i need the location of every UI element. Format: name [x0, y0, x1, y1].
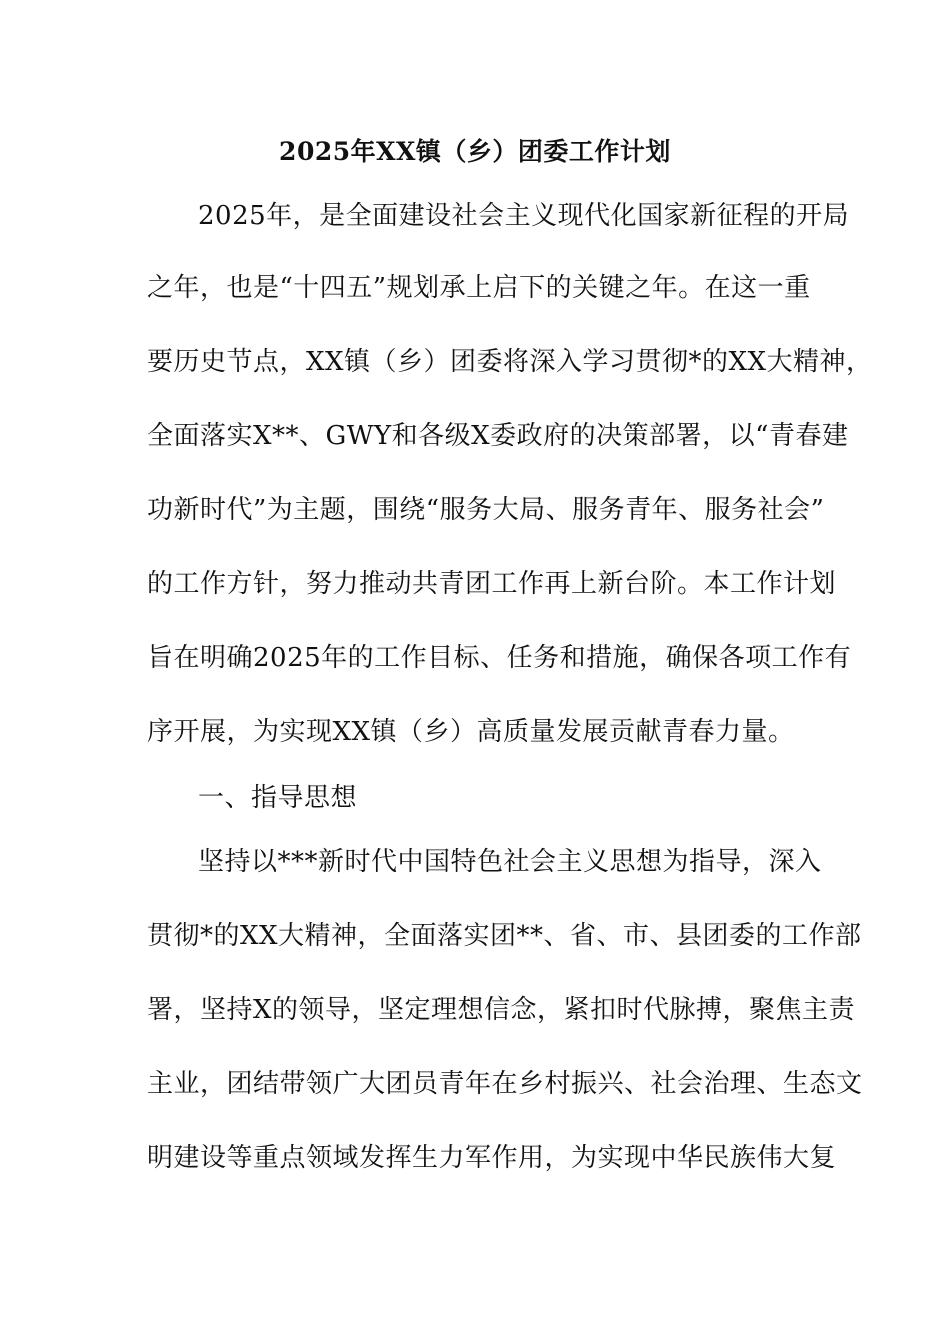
section1-line-1: 坚持以***新时代中国特色社会主义思想为指导，深入	[198, 847, 822, 877]
intro-line-1: 2025年，是全面建设社会主义现代化国家新征程的开局	[198, 201, 850, 231]
intro-line-5: 功新时代”为主题，围绕“服务大局、服务青年、服务社会”	[147, 495, 825, 525]
intro-line-8: 序开展，为实现XX镇（乡）高质量发展贡献青春力量。	[147, 717, 795, 747]
section1-line-3: 署，坚持X的领导，坚定理想信念，紧扣时代脉搏，聚焦主责	[147, 995, 856, 1025]
document-title: 2025年XX镇（乡）团委工作计划	[279, 137, 671, 166]
section1-line-2: 贯彻*的XX大精神，全面落实团**、省、市、县团委的工作部	[147, 921, 862, 951]
intro-line-7: 旨在明确2025年的工作目标、任务和措施，确保各项工作有	[147, 643, 852, 673]
intro-line-4: 全面落实X**、GWY和各级X委政府的决策部署，以“青春建	[147, 421, 849, 451]
section1-line-5: 明建设等重点领域发挥生力军作用，为实现中华民族伟大复	[147, 1143, 837, 1173]
section1-line-4: 主业，团结带领广大团员青年在乡村振兴、社会治理、生态文	[147, 1069, 863, 1099]
intro-line-6: 的工作方针，努力推动共青团工作再上新台阶。本工作计划	[147, 569, 837, 599]
intro-line-3: 要历史节点，XX镇（乡）团委将深入学习贯彻*的XX大精神，	[147, 347, 873, 377]
section-heading-guiding-ideology: 一、指导思想	[198, 783, 358, 813]
intro-line-2: 之年，也是“十四五”规划承上启下的关键之年。在这一重	[147, 273, 811, 303]
